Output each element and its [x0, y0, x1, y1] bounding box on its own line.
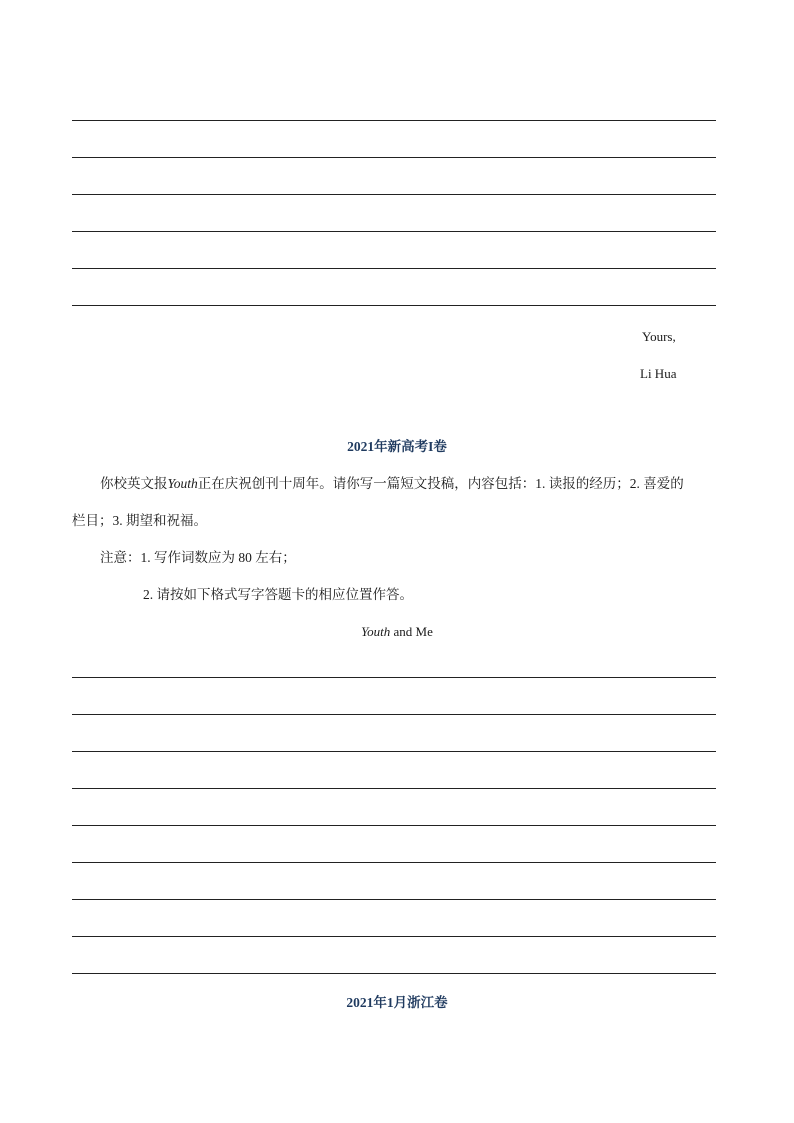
prompt-text: 你校英文报 — [100, 476, 168, 491]
answer-line — [72, 194, 716, 195]
essay-title-italic: Youth — [361, 624, 391, 639]
answer-line — [72, 157, 716, 158]
prompt-text: 正在庆祝创刊十周年。请你写一篇短文投稿，内容包括：1. 读报的经历；2. 喜爱的 — [197, 476, 684, 491]
section-heading: 2021年1月浙江卷 — [346, 995, 448, 1010]
letter-signature-name: Li Hua — [640, 366, 677, 381]
newspaper-name: Youth — [167, 476, 198, 491]
answer-line — [72, 305, 716, 306]
answer-line — [72, 231, 716, 232]
prompt-paragraph-line-2: 栏目；3. 期望和祝福。 — [72, 513, 207, 528]
essay-title — [0, 624, 794, 640]
answer-line — [72, 973, 716, 974]
answer-line — [72, 751, 716, 752]
prompt-paragraph-line-1 — [100, 475, 684, 493]
note-line-2: 2. 请按如下格式写字答题卡的相应位置作答。 — [143, 587, 413, 602]
answer-line — [72, 677, 716, 678]
answer-line — [72, 899, 716, 900]
note-line-1: 注意：1. 写作词数应为 80 左右； — [100, 550, 296, 565]
section-heading: 2021年新高考I卷 — [347, 439, 447, 454]
answer-line — [72, 825, 716, 826]
answer-line — [72, 120, 716, 121]
letter-closing: Yours, — [642, 329, 676, 344]
answer-line — [72, 714, 716, 715]
answer-line — [72, 268, 716, 269]
essay-title-rest: and Me — [390, 624, 433, 639]
answer-line — [72, 936, 716, 937]
answer-line — [72, 788, 716, 789]
answer-line — [72, 862, 716, 863]
